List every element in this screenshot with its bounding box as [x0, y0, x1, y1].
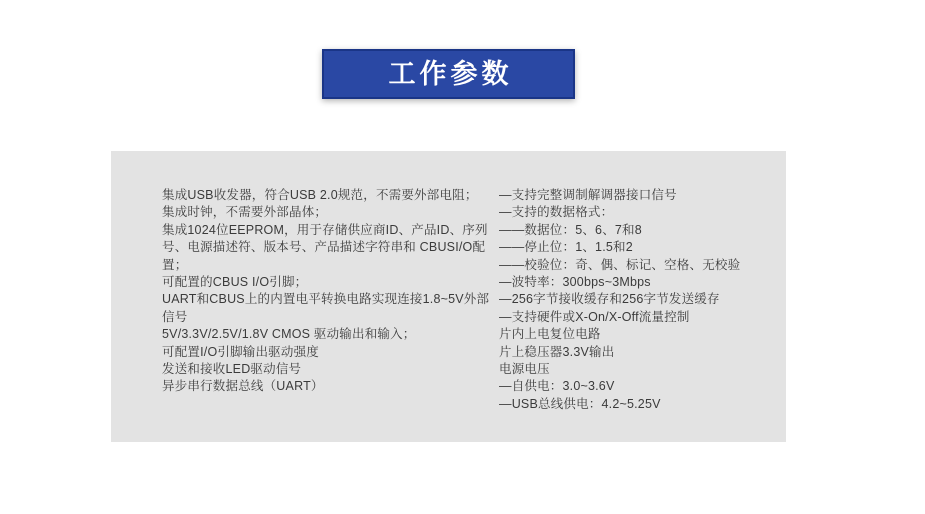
- spec-line: 异步串行数据总线（UART）: [162, 379, 324, 394]
- spec-line: —支持硬件或X-On/X-Off流量控制: [499, 309, 690, 324]
- spec-line: —支持完整调制解调器接口信号: [499, 188, 677, 202]
- spec-line: 5V/3.3V/2.5V/1.8V CMOS 驱动输出和输入；: [162, 327, 416, 342]
- spec-line: 集成1024位EEPROM，用于存储供应商ID、产品ID、序列: [162, 222, 488, 237]
- spec-panel: [111, 151, 786, 442]
- spec-column-left: [162, 187, 499, 396]
- spec-line: 集成USB收发器，符合USB 2.0规范，不需要外部电阻；: [162, 188, 478, 202]
- spec-columns: [162, 187, 786, 413]
- spec-line: —USB总线供电：4.2~5.25V: [499, 396, 661, 411]
- section-title-banner: [322, 49, 575, 99]
- spec-line: 置；: [162, 257, 188, 272]
- spec-line: 电源电压: [499, 362, 550, 377]
- spec-line: —自供电：3.0~3.6V: [499, 379, 615, 394]
- spec-line: 片内上电复位电路: [499, 327, 601, 342]
- spec-line: 可配置I/O引脚输出驱动强度: [162, 344, 319, 359]
- spec-line: 发送和接收LED驱动信号: [162, 362, 302, 377]
- spec-line: —波特率：300bps~3Mbps: [499, 275, 651, 290]
- spec-line: ——校验位：奇、偶、标记、空格、无校验: [499, 257, 741, 272]
- spec-line: 可配置的CBUS I/O引脚；: [162, 275, 308, 290]
- spec-line: 片上稳压器3.3V输出: [499, 344, 615, 359]
- spec-line: UART和CBUS上的内置电平转换电路实现连接1.8~5V外部: [162, 292, 490, 307]
- spec-line: —支持的数据格式：: [499, 205, 614, 220]
- spec-line: 信号: [162, 309, 188, 324]
- spec-line: —256字节接收缓存和256字节发送缓存: [499, 292, 720, 307]
- spec-line: 号、电源描述符、版本号、产品描述字符串和 CBUSI/O配: [162, 240, 486, 255]
- spec-line: 集成时钟，不需要外部晶体；: [162, 205, 328, 220]
- section-title: 工作参数: [388, 58, 513, 89]
- spec-column-right: [499, 187, 786, 413]
- spec-line: ——数据位：5、6、7和8: [499, 222, 642, 237]
- spec-line: ——停止位：1、1.5和2: [499, 240, 633, 255]
